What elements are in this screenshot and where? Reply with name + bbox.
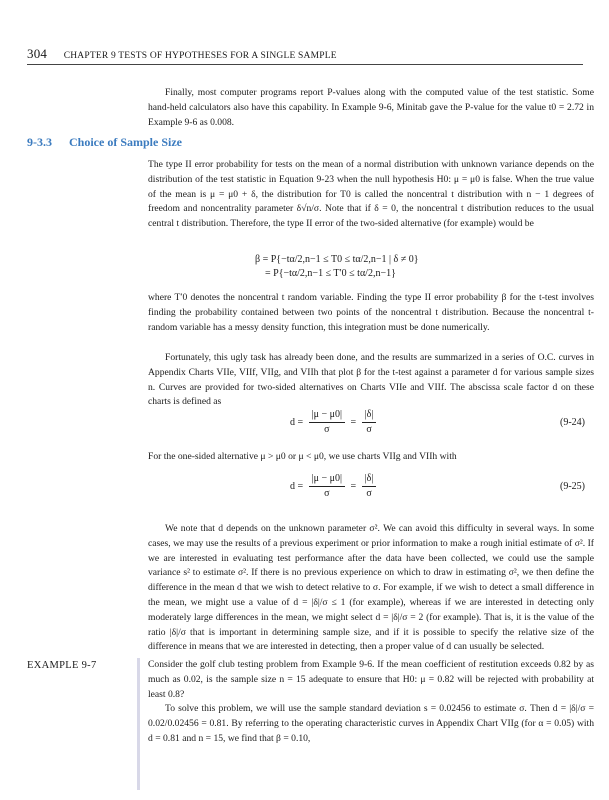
section-title: Choice of Sample Size — [69, 135, 182, 149]
beta-equation — [255, 253, 419, 281]
beta-equation-line-1: β = P{−tα/2,n−1 ≤ T0 ≤ tα/2,n−1 | δ ≠ 0} — [255, 254, 419, 265]
example-paragraph-2: To solve this problem, we will use the sample standard deviation s = 0.02456 to estimate σ. Then d = |δ|/σ = 0.02/0.02456 = 0.81. By referring to the operating characteristic curves in Appendix Chart VIIg (for α = 0.05) with d = 0.81 and n = 15, we find that β = 0.10, — [148, 703, 594, 744]
section-paragraph-1: The type II error probability for tests on the mean of a normal distribution with unknown variance depends on the distribution of the test statistic in Equation 9-23 when the null hypothesis H0: μ = μ0 is false. When the true value of the mean is μ = μ0 + δ, the distribution for T0 is called the noncentral t distribution with n − 1 degrees of freedom and noncentrality parameter δ√n/σ. Note that if δ = 0, the noncentral t distribution reduces to the usual central t distribution. Therefore, the type II error of the two-sided alternative (for example) would be — [148, 159, 594, 230]
equation-number-9-24: (9-24) — [560, 417, 585, 428]
section-number: 9-3.3 — [27, 135, 52, 149]
running-header — [27, 46, 587, 62]
equation-number-9-25: (9-25) — [560, 481, 585, 492]
beta-equation-line-2: = P{−tα/2,n−1 ≤ T′0 ≤ tα/2,n−1} — [265, 268, 396, 279]
section-paragraph-2: where T′0 denotes the noncentral t random variable. Finding the type II error probability β for the t-test involves finding the probability contained between two points of the noncentral t distribution. Because the noncentral t-random variable has a messy density function, this integration must be done numerically. — [148, 292, 594, 333]
header-rule — [27, 64, 583, 65]
example-label: EXAMPLE 9-7 — [27, 660, 97, 671]
chapter-title: CHAPTER 9 TESTS OF HYPOTHESES FOR A SINGLE SAMPLE — [63, 51, 337, 61]
page-number: 304 — [27, 46, 48, 61]
intro-paragraph: Finally, most computer programs report P-values along with the computed value of the test statistic. Some hand-held calculators also have this capability. In Example 9-6, Minitab gave the P-value for the value t0 = 2.72 in Example 9-6 as 0.008. — [148, 87, 594, 128]
section-heading — [27, 135, 182, 150]
section-paragraph-3: Fortunately, this ugly task has already been done, and the results are summarized in a series of O.C. curves in Appendix Charts VIIe, VIIf, VIIg, and VIIh that plot β for the t-test against a parameter d for various sample sizes n. Curves are provided for two-sided alternatives on Charts VIIe and VIIf. The abscissa scale factor d on these charts is defined as — [148, 352, 594, 408]
section-paragraph-4: For the one-sided alternative μ > μ0 or μ < μ0, we use charts VIIg and VIIh with — [148, 451, 457, 462]
equation-9-24: d = $\frac{|\mu - \mu 0|}{\sigma}$ = $\frac{|\delta|}{\sigma}$ — [290, 408, 379, 437]
example-body — [148, 658, 594, 747]
equation-9-25: d = $\frac{|\mu - \mu 0|}{\sigma}$ = $\frac{|\delta|}{\sigma}$ — [290, 472, 379, 501]
example-sidebar-rule — [137, 658, 140, 790]
section-paragraph-5: We note that d depends on the unknown parameter σ². We can avoid this difficulty in several ways. In some cases, we may use the results of a previous experiment or prior information to make a rough initial estimate of σ². If we are interested in evaluating test performance after the data have been collected, we could use the sample variance s² to estimate σ². If there is no previous experience on which to draw in estimating σ², we then define the difference in the mean d that we wish to detect relative to σ. For example, if we wish to detect a small difference in the mean, we might use a value of d = |δ|/σ ≤ 1 (for example), whereas if we are interested in detecting only moderately large differences in the mean, we might select d = |δ|/σ = 2 (for example). That is, it is the value of the ratio |δ|/σ that is important in determining sample size, and if it is possible to specify the relative size of the difference in means that we are interested in detecting, then a proper value of d can usually be selected. — [148, 523, 594, 653]
example-paragraph-1: Consider the golf club testing problem from Example 9-6. If the mean coefficient of restitution exceeds 0.82 by as much as 0.02, is the sample size n = 15 adequate to ensure that H0: μ = 0.82 will be rejected with probability at least 0.8? — [148, 659, 594, 700]
